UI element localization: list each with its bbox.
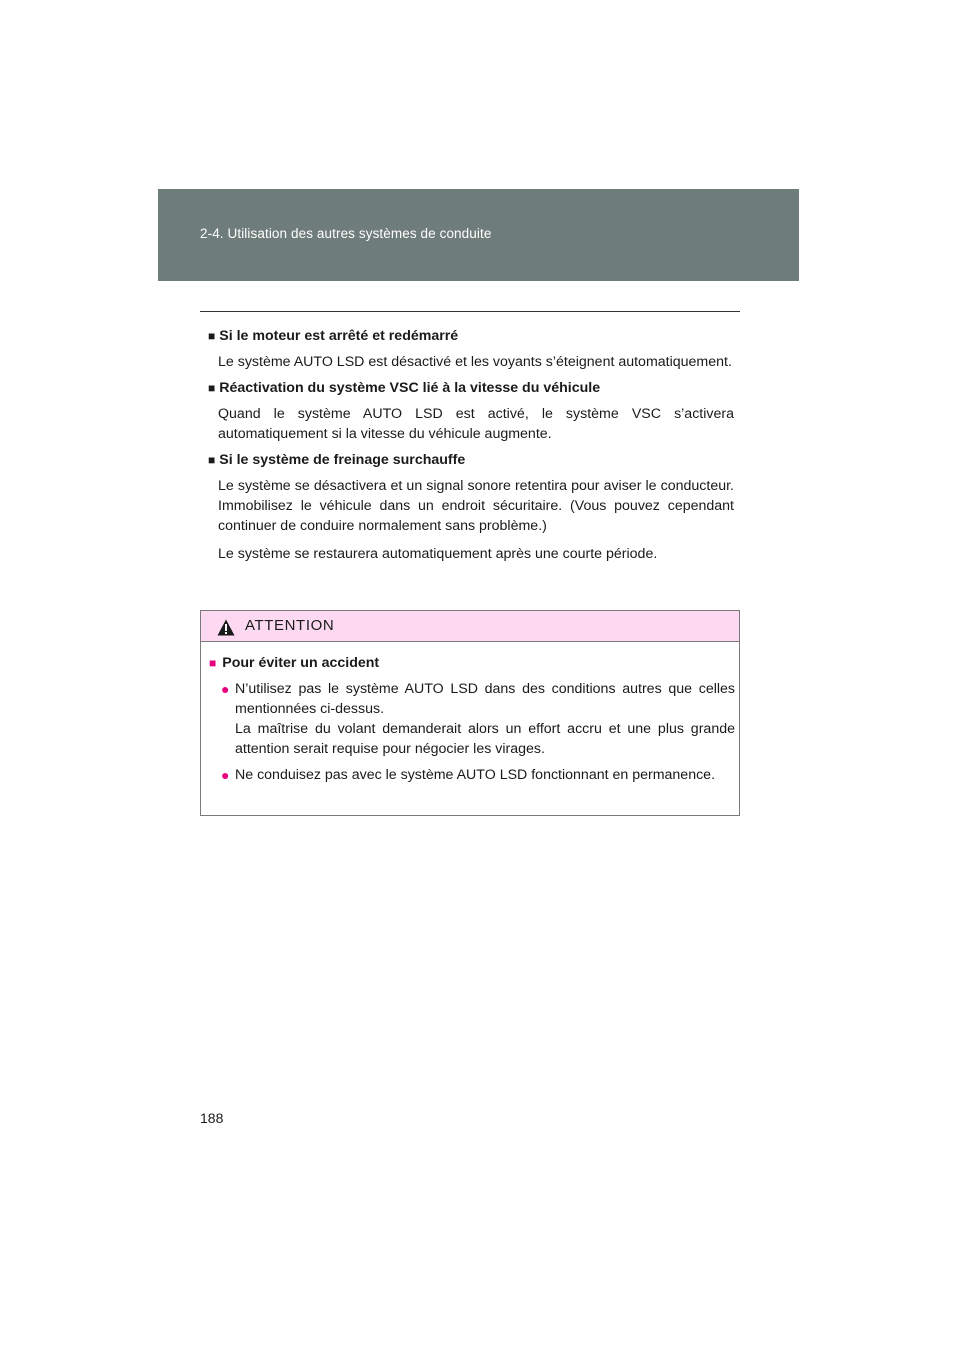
list-item	[221, 765, 735, 785]
warning-box	[200, 610, 740, 816]
circle-bullet-icon: ●	[221, 681, 230, 697]
square-bullet-icon: ■	[208, 329, 216, 343]
section-vsc-reactivation	[208, 378, 734, 444]
main-content	[208, 326, 734, 564]
list-item-line: Ne conduisez pas avec le système AUTO LSD fonctionnant en permanence.	[235, 767, 716, 783]
warning-header	[201, 611, 739, 642]
warning-heading	[209, 653, 735, 673]
section-header-bar	[158, 189, 799, 281]
circle-bullet-icon: ●	[221, 767, 230, 783]
section-brake-overheat	[208, 450, 734, 564]
list-item	[221, 679, 735, 759]
list-item-line: La maîtrise du volant demanderait alors un effort accru et une plus grande attention serait requise pour négocier les virages.	[235, 721, 735, 757]
warning-triangle-icon	[217, 619, 235, 636]
paragraph: Le système AUTO LSD est désactivé et les voyants s’éteignent automatiquement.	[218, 354, 732, 370]
section-heading	[208, 378, 734, 398]
square-bullet-icon: ■	[208, 453, 216, 467]
paragraph: Quand le système AUTO LSD est activé, le système VSC s’activera automatiquement si la vitesse du véhicule augmente.	[218, 406, 734, 442]
square-bullet-icon: ■	[209, 656, 217, 670]
list-item-text	[235, 765, 735, 785]
divider	[200, 311, 740, 312]
section-heading-text: Si le système de freinage surchauffe	[219, 452, 466, 468]
section-title: 2-4. Utilisation des autres systèmes de conduite	[200, 226, 492, 241]
list-item-line: N’utilisez pas le système AUTO LSD dans des conditions autres que celles mentionnées ci-dessus.	[235, 681, 735, 717]
section-heading	[208, 450, 734, 470]
section-heading-text: Si le moteur est arrêté et redémarré	[219, 328, 459, 344]
section-heading	[208, 326, 734, 346]
warning-heading-text: Pour éviter un accident	[222, 655, 380, 671]
warning-body	[209, 653, 735, 785]
section-engine-restart	[208, 326, 734, 372]
paragraph: Le système se désactivera et un signal sonore retentira pour aviser le conducteur. Immobilisez le véhicule dans un endroit sécuritaire. (Vous pouvez cependant continuer de conduire normalement sans problème.)	[218, 478, 734, 534]
square-bullet-icon: ■	[208, 381, 216, 395]
paragraph: Le système se restaurera automatiquement après une courte période.	[218, 546, 658, 562]
page-number: 188	[200, 1110, 224, 1126]
warning-title: ATTENTION	[245, 617, 335, 634]
section-heading-text: Réactivation du système VSC lié à la vitesse du véhicule	[219, 380, 601, 396]
list-item-text	[235, 679, 735, 759]
